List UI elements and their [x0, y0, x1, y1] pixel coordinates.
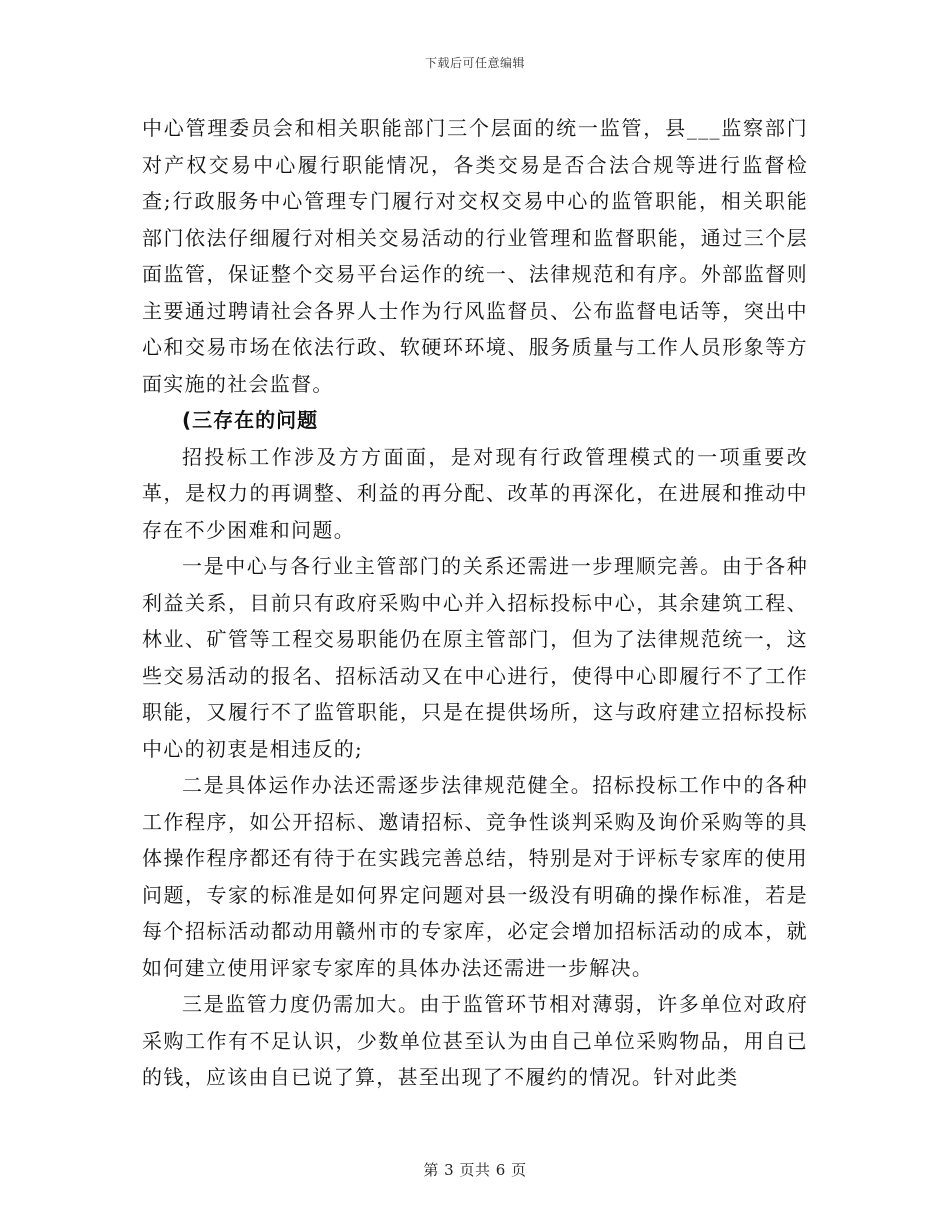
section-heading-problems: (三存在的问题	[182, 408, 319, 432]
page-footer-page-number: 第 3 页共 6 页	[423, 1161, 527, 1179]
document-body	[142, 110, 808, 1096]
paragraph-problem-three: 三是监管力度仍需加大。由于监管环节相对薄弱，许多单位对政府采购工作有不足认识，少数单位甚至认为由自己单位采购物品，用自已的钱，应该由自已说了算，甚至出现了不履约的情况。针对此类	[142, 992, 808, 1089]
paragraph-problems-intro: 招投标工作涉及方方面面，是对现有行政管理模式的一项重要改革，是权力的再调整、利益的再分配、改革的再深化，在进展和推动中存在不少困难和问题。	[142, 444, 808, 542]
paragraph-supervision-continued: 中心管理委员会和相关职能部门三个层面的统一监管，县___监察部门对产权交易中心履行职能情况，各类交易是否合法合规等进行监督检查;行政服务中心管理专门履行对交权交易中心的监管职能，相关职能部门依法仔细履行对相关交易活动的行业管理和监督职能，通过三个层面监管，保证整个交易平台运作的统一、法律规范和有序。外部监督则主要通过聘请社会各界人士作为行风监督员、公布监督电话等，突出中心和交易市场在依法行政、软硬环环境、服务质量与工作人员形象等方面实施的社会监督。	[142, 116, 808, 396]
paragraph-problem-one: 一是中心与各行业主管部门的关系还需进一步理顺完善。由于各种利益关系，目前只有政府采购中心并入招标投标中心，其余建筑工程、林业、矿管等工程交易职能仍在原主管部门，但为了法律规范统一，这些交易活动的报名、招标活动又在中心进行，使得中心即履行不了工作职能，又履行不了监管职能，只是在提供场所，这与政府建立招标投标中心的初衷是相违反的;	[142, 554, 808, 761]
paragraph-problem-two: 二是具体运作办法还需逐步法律规范健全。招标投标工作中的各种工作程序，如公开招标、邀请招标、竞争性谈判采购及询价采购等的具体操作程序都还有待于在实践完善总结，特别是对于评标专家库的使用问题，专家的标准是如何界定问题对县一级没有明确的操作标准，若是每个招标活动都动用赣州市的专家库，必定会增加招标活动的成本，就如何建立使用评家专家库的具体办法还需进一步解决。	[142, 773, 808, 980]
page-header: 下载后可任意编辑	[424, 56, 525, 70]
